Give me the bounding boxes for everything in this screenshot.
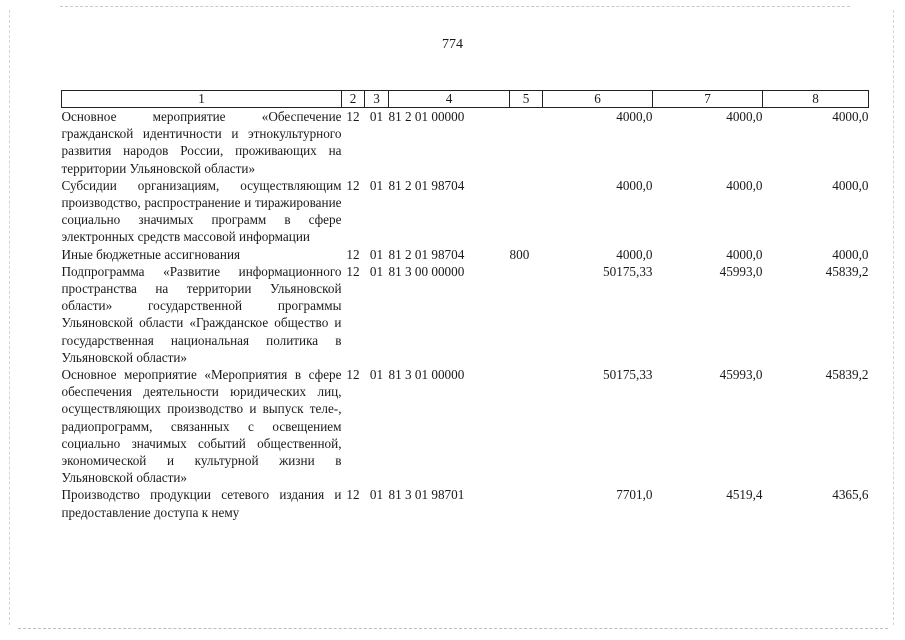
- row-subsection: 01: [369, 487, 384, 503]
- header-col-7: 7: [653, 91, 763, 108]
- row-subsection: 01: [369, 263, 384, 279]
- scan-edge-top: [60, 6, 850, 7]
- row-expense-type: [510, 263, 543, 366]
- row-value-col8: 4000,0: [832, 246, 869, 262]
- header-col-8: 8: [763, 91, 869, 108]
- row-target-code: 81 2 01 98704: [388, 177, 465, 193]
- scan-edge-right: [893, 10, 894, 625]
- row-section: 12: [346, 367, 360, 383]
- header-col-3: 3: [365, 91, 389, 108]
- row-expense-type: [510, 177, 543, 246]
- row-target-code: 81 2 01 98704: [388, 246, 465, 262]
- header-col-4: 4: [389, 91, 510, 108]
- row-value-col8: 4000,0: [832, 177, 869, 193]
- row-name: Иные бюджетные ассигнования: [61, 246, 241, 262]
- scan-edge-left: [9, 10, 10, 625]
- row-name: Производство продукции сетевого издания и предоставление доступа к нему: [61, 487, 342, 520]
- table-row: [62, 246, 869, 263]
- row-value-col6: 50175,33: [603, 367, 653, 383]
- row-name: Основное мероприятие «Обеспечение гражданской идентичности и этнокультурного развития народов России, проживающих на территории Ульяновской области»: [61, 109, 342, 176]
- row-value-col7: 45993,0: [719, 263, 763, 279]
- header-col-2: 2: [342, 91, 365, 108]
- page-number: 774: [442, 37, 463, 52]
- row-value-col8: 4000,0: [832, 109, 869, 124]
- row-value-col6: 4000,0: [616, 177, 653, 193]
- row-name: Подпрограмма «Развитие информационного пространства на территории Ульяновской области» государственной программы Ульяновской области «Гражданское общество и государственная национальная политика в Ульяновской области»: [61, 263, 342, 365]
- table-row: [62, 486, 869, 520]
- table-row: [62, 108, 869, 177]
- row-subsection: 01: [369, 367, 384, 383]
- table-row: [62, 263, 869, 366]
- row-value-col6: 4000,0: [616, 246, 653, 262]
- row-section: 12: [346, 487, 360, 503]
- row-value-col8: 45839,2: [825, 367, 869, 383]
- budget-table: [61, 90, 869, 521]
- header-col-5: 5: [510, 91, 543, 108]
- row-value-col7: 4000,0: [726, 177, 763, 193]
- row-value-col6: 4000,0: [616, 109, 653, 124]
- row-target-code: 81 3 01 98701: [388, 487, 465, 503]
- row-expense-type: [510, 366, 543, 486]
- table-header-row: [62, 91, 869, 108]
- row-subsection: 01: [369, 109, 384, 124]
- row-value-col7: 45993,0: [719, 367, 763, 383]
- row-target-code: 81 3 00 00000: [388, 263, 465, 279]
- row-expense-type: 800: [509, 246, 530, 262]
- row-value-col6: 7701,0: [616, 487, 653, 503]
- row-value-col8: 4365,6: [832, 487, 869, 503]
- table-row: [62, 177, 869, 246]
- row-subsection: 01: [369, 246, 384, 262]
- row-target-code: 81 3 01 00000: [388, 367, 465, 383]
- row-value-col7: 4000,0: [726, 246, 763, 262]
- row-value-col6: 50175,33: [603, 263, 653, 279]
- row-section: 12: [346, 263, 360, 279]
- row-name: Субсидии организациям, осуществляющим производство, распространение и тиражирование социально значимых программ в сфере электронных средств массовой информации: [61, 177, 342, 245]
- row-section: 12: [346, 246, 360, 262]
- row-section: 12: [346, 177, 360, 193]
- row-section: 12: [346, 109, 360, 124]
- scan-edge-bottom: [18, 628, 888, 629]
- header-col-6: 6: [543, 91, 653, 108]
- table-row: [62, 366, 869, 486]
- row-subsection: 01: [369, 177, 384, 193]
- row-target-code: 81 2 01 00000: [388, 109, 465, 124]
- row-expense-type: [510, 486, 543, 520]
- row-value-col8: 45839,2: [825, 263, 869, 279]
- row-name: Основное мероприятие «Мероприятия в сфере обеспечения деятельности юридических лиц, осуществляющих производство и выпуск теле-, радиопрограмм, связанных с освещением социально значимых событий общественной, экономической и культурной жизни в Ульяновской области»: [61, 367, 342, 486]
- header-col-1: 1: [62, 91, 342, 108]
- row-expense-type: [510, 108, 543, 177]
- row-value-col7: 4519,4: [726, 487, 763, 503]
- row-value-col7: 4000,0: [726, 109, 763, 124]
